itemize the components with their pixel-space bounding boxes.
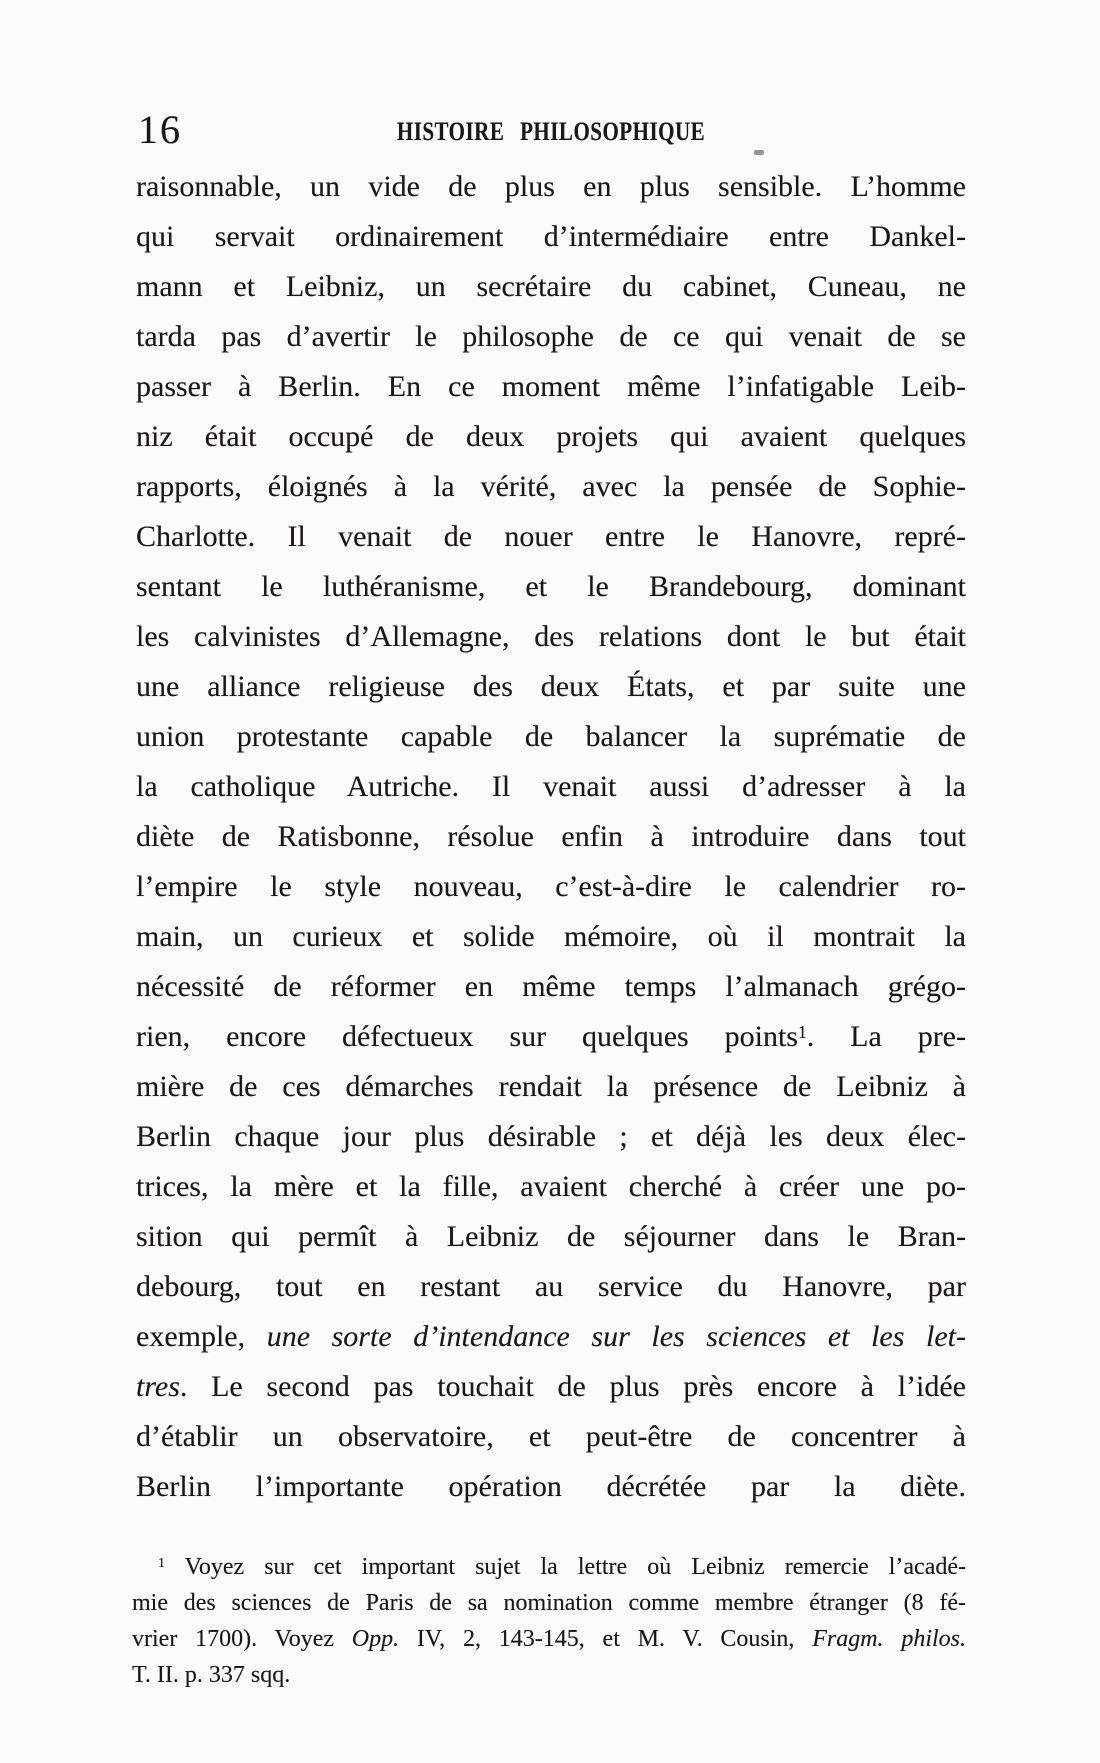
text-segment: Berlin l’importante opération décrétée par la diète. <box>136 1470 966 1503</box>
text-segment: la catholique Autriche. Il venait aussi d’adresser à la <box>136 770 966 803</box>
italic-text: tres <box>136 1370 180 1403</box>
text-segment: mière de ces démarches rendait la présence de Leibniz à <box>136 1070 966 1103</box>
text-segment: exemple, <box>136 1320 267 1353</box>
page-number: 16 <box>138 107 182 152</box>
footnote-line <box>132 1549 966 1585</box>
footnote-marker: 1 <box>797 1021 807 1042</box>
text-segment: . La pre- <box>806 1020 966 1053</box>
body-line <box>136 812 966 862</box>
italic-text: une sorte d’intendance sur les sciences et les let- <box>266 1320 966 1353</box>
text-segment: Voyez sur cet important sujet la lettre où Leibniz remercie l’acadé- <box>164 1554 966 1580</box>
body-line <box>136 862 966 912</box>
body-line <box>136 1412 966 1462</box>
text-segment: sentant le luthéranisme, et le Brandebourg, dominant <box>136 570 966 603</box>
body-line <box>136 1462 966 1512</box>
footnote-marker: 1 <box>158 1556 165 1572</box>
text-segment: mann et Leibniz, un secrétaire du cabinet, Cuneau, ne <box>136 270 966 303</box>
text-segment: debourg, tout en restant au service du Hanovre, par <box>136 1270 966 1303</box>
text-segment: passer à Berlin. En ce moment même l’infatigable Leib- <box>136 370 966 403</box>
footnote-line <box>132 1585 966 1621</box>
body-line <box>136 362 966 412</box>
body-line <box>136 462 966 512</box>
text-segment: d’établir un observatoire, et peut-être de concentrer à <box>136 1420 966 1453</box>
text-segment: main, un curieux et solide mémoire, où il montrait la <box>136 920 966 953</box>
text-segment: IV, 2, 143-145, et M. V. Cousin, <box>399 1626 813 1652</box>
page-header <box>136 108 966 156</box>
body-line <box>136 762 966 812</box>
text-segment: Charlotte. Il venait de nouer entre le Hanovre, repré- <box>136 520 966 553</box>
text-segment: qui servait ordinairement d’intermédiaire entre Dankel- <box>136 220 966 253</box>
text-segment: une alliance religieuse des deux États, et par suite une <box>136 670 966 703</box>
text-segment: . Le second pas touchait de plus près encore à l’idée <box>179 1370 966 1403</box>
text-segment: diète de Ratisbonne, résolue enfin à introduire dans tout <box>136 820 966 853</box>
text-segment: rien, encore défectueux sur quelques points <box>136 1020 798 1053</box>
body-text <box>136 162 966 1512</box>
body-line <box>136 212 966 262</box>
body-line <box>136 1062 966 1112</box>
body-line <box>136 612 966 662</box>
text-segment: trices, la mère et la fille, avaient cherché à créer une po- <box>136 1170 966 1203</box>
body-line <box>136 162 966 212</box>
text-segment: mie des sciences de Paris de sa nomination comme membre étranger (8 fé- <box>132 1590 966 1616</box>
text-segment: les calvinistes d’Allemagne, des relations dont le but était <box>136 620 966 653</box>
body-line <box>136 412 966 462</box>
body-line <box>136 262 966 312</box>
running-title: HISTOIRE PHILOSOPHIQUE <box>396 116 706 146</box>
body-line <box>136 1212 966 1262</box>
text-segment: nécessité de réformer en même temps l’almanach grégo- <box>136 970 966 1003</box>
body-line <box>136 662 966 712</box>
text-segment: T. II. p. 337 sqq. <box>132 1662 291 1688</box>
text-segment: l’empire le style nouveau, c’est-à-dire le calendrier ro- <box>136 870 966 903</box>
italic-text: Fragm. philos. <box>812 1626 966 1652</box>
text-segment: sition qui permît à Leibniz de séjourner dans le Bran- <box>136 1220 966 1253</box>
footnote <box>132 1549 966 1693</box>
body-line <box>136 562 966 612</box>
scan-artifact <box>754 150 764 155</box>
body-line <box>136 1162 966 1212</box>
body-line <box>136 1012 966 1062</box>
text-segment: tarda pas d’avertir le philosophe de ce qui venait de se <box>136 320 966 353</box>
body-line <box>136 1262 966 1312</box>
text-segment: raisonnable, un vide de plus en plus sensible. L’homme <box>136 170 966 203</box>
body-line <box>136 1362 966 1412</box>
body-line <box>136 912 966 962</box>
body-line <box>136 1112 966 1162</box>
body-line <box>136 962 966 1012</box>
footnote-line <box>132 1621 966 1657</box>
body-line <box>136 1312 966 1362</box>
text-segment: union protestante capable de balancer la suprématie de <box>136 720 966 753</box>
text-segment: Berlin chaque jour plus désirable ; et déjà les deux élec- <box>136 1120 966 1153</box>
text-segment: rapports, éloignés à la vérité, avec la pensée de Sophie- <box>136 470 966 503</box>
body-line <box>136 312 966 362</box>
body-line <box>136 712 966 762</box>
italic-text: Opp. <box>351 1626 400 1652</box>
text-segment: vrier 1700). Voyez <box>132 1626 352 1652</box>
body-line <box>136 512 966 562</box>
text-segment: niz était occupé de deux projets qui avaient quelques <box>136 420 966 453</box>
footnote-line <box>132 1657 966 1693</box>
